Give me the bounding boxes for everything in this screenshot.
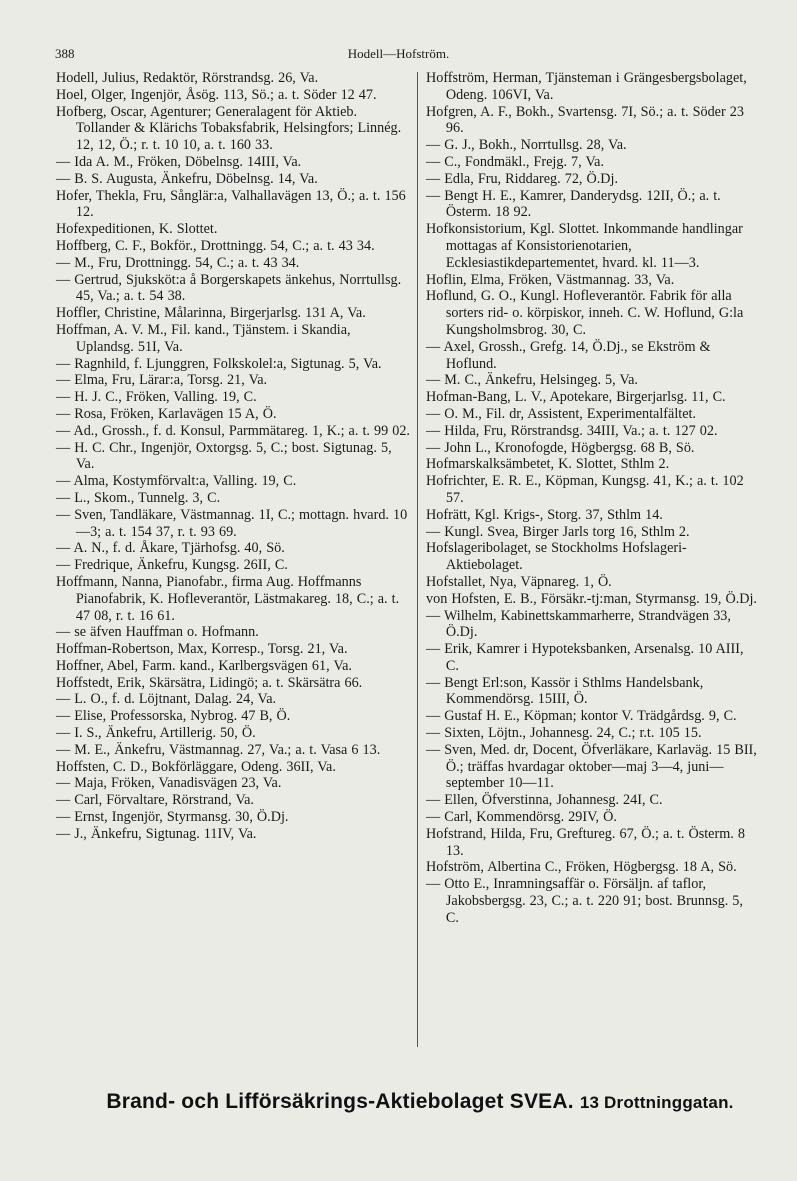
right-column: [426, 70, 758, 927]
directory-entry: — Ragnhild, f. Ljunggren, Folkskolel:a, Sigtunag. 5, Va.: [56, 355, 382, 372]
directory-entry: — M. C., Änkefru, Helsingeg. 5, Va.: [426, 372, 638, 389]
column-divider: [417, 72, 418, 1047]
directory-entry: Hofrichter, E. R. E., Köpman, Kungsg. 41, K.; a. t. 102 57.: [426, 473, 744, 506]
directory-entry: Hoffstedt, Erik, Skärsätra, Lidingö; a. t. Skärsätra 66.: [56, 674, 363, 691]
advertisement-address: 13 Drottninggatan.: [579, 1093, 734, 1112]
directory-entry: — Erik, Kamrer i Hypoteksbanken, Arsenalsg. 10 AIII, C.: [426, 641, 744, 674]
directory-entry: — H. J. C., Fröken, Valling. 19, C.: [56, 389, 257, 406]
directory-entry: — M. E., Änkefru, Västmannag. 27, Va.; a. t. Vasa 6 13.: [56, 741, 381, 758]
directory-entry: Hofstallet, Nya, Väpnareg. 1, Ö.: [426, 573, 612, 590]
directory-entry: — A. N., f. d. Åkare, Tjärhofsg. 40, Sö.: [56, 540, 285, 557]
directory-entry: Hofberg, Oscar, Agenturer; Generalagent för Aktieb. Tollander & Klärichs Tobaksfabrik, Helsingfors; Linnég. 12, 12, Ö.; r. t. 10 10, a. t. 160 33.: [56, 103, 402, 154]
directory-entry: — Bengt H. E., Kamrer, Danderydsg. 12II, Ö.; a. t. Österm. 18 92.: [426, 187, 721, 221]
directory-entry: — O. M., Fil. dr, Assistent, Experimentalfältet.: [426, 405, 696, 422]
directory-entry: — G. J., Bokh., Norrtullsg. 28, Va.: [426, 137, 627, 154]
directory-entry: — se äfven Hauffman o. Hofmann.: [56, 624, 259, 641]
directory-entry: Hofström, Albertina C., Fröken, Högbergsg. 18 A, Sö.: [426, 859, 737, 876]
directory-entry: — Rosa, Fröken, Karlavägen 15 A, Ö.: [56, 405, 277, 422]
directory-entry: von Hofsten, E. B., Försäkr.-tj:man, Styrmansg. 19, Ö.Dj.: [426, 590, 757, 607]
directory-entry: Hoflund, G. O., Kungl. Hofleverantör. Fabrik för alla sorters rid- o. körpiskor, inneh. C. W. Hoflund, G:la Kungsholmsbrog. 30, C.: [426, 288, 744, 338]
directory-entry: — Gustaf H. E., Köpman; kontor V. Trädgårdsg. 9, C.: [426, 708, 737, 725]
left-column: [56, 70, 411, 843]
directory-entry: — Kungl. Svea, Birger Jarls torg 16, Sthlm 2.: [426, 523, 690, 540]
directory-entry: — Gertrud, Sjuksköt:a å Borgerskapets änkehus, Norrtullsg. 45, Va.; a. t. 54 38.: [56, 271, 402, 305]
directory-entry: — Ida A. M., Fröken, Döbelnsg. 14III, Va.: [56, 153, 302, 170]
directory-entry: — Sven, Med. dr, Docent, Öfverläkare, Karlaväg. 15 BII, Ö.; träffas hvardagar oktober—maj 3—4, juni—september 10—11.: [426, 741, 757, 792]
directory-entry: — Axel, Grossh., Grefg. 14, Ö.Dj., se Ekström & Hoflund.: [426, 338, 711, 372]
directory-entry: — H. C. Chr., Ingenjör, Oxtorgsg. 5, C.; bost. Sigtunag. 5, Va.: [56, 439, 392, 473]
directory-entry: Hofkonsistorium, Kgl. Slottet. Inkommande handlingar mottagas af Konsistorienotarien, Ecklesiastikdepartementet, hvard. kl. 11—3.: [426, 221, 743, 271]
directory-entry: — M., Fru, Drottningg. 54, C.; a. t. 43 34.: [56, 254, 300, 271]
directory-entry: — L. O., f. d. Löjtnant, Dalag. 24, Va.: [56, 691, 277, 708]
directory-entry: Hoffström, Herman, Tjänsteman i Grängesbergsbolaget, Odeng. 106VI, Va.: [426, 70, 747, 103]
directory-entry: — L., Skom., Tunnelg. 3, C.: [56, 489, 221, 506]
directory-entry: — Hilda, Fru, Rörstrandsg. 34III, Va.; a. t. 127 02.: [426, 422, 718, 439]
directory-entry: Hodell, Julius, Redaktör, Rörstrandsg. 26, Va.: [56, 70, 319, 86]
directory-entry: — B. S. Augusta, Änkefru, Döbelnsg. 14, Va.: [56, 170, 318, 187]
directory-entry: Hofer, Thekla, Fru, Sånglär:a, Valhallavägen 13, Ö.; a. t. 156 12.: [56, 187, 406, 221]
directory-entry: — John L., Kronofogde, Högbergsg. 68 B, Sö.: [426, 439, 695, 456]
directory-entry: Hofgren, A. F., Bokh., Svartensg. 7I, Sö.; a. t. Söder 23 96.: [426, 103, 744, 137]
advertisement-banner: [90, 1090, 750, 1114]
advertisement-text: Brand- och Lifförsäkrings-Aktiebolaget SVEA.: [106, 1090, 574, 1113]
directory-entry: Hofrätt, Kgl. Krigs-, Storg. 37, Sthlm 14.: [426, 506, 663, 523]
directory-entry: Hoflin, Elma, Fröken, Västmannag. 33, Va.: [426, 271, 675, 288]
directory-entry: Hofmarskalksämbetet, K. Slottet, Sthlm 2.: [426, 456, 670, 473]
directory-entry: Hoel, Olger, Ingenjör, Åsög. 113, Sö.; a. t. Söder 12 47.: [56, 86, 377, 103]
directory-entry: Hoffmann, Nanna, Pianofabr., firma Aug. Hoffmanns Pianofabrik, K. Hofleverantör, Lästmakareg. 18, C.; a. t. 47 08, r. t. 16 61.: [56, 573, 400, 624]
directory-entry: — Carl, Förvaltare, Rörstrand, Va.: [56, 792, 254, 809]
directory-entry: Hofslageribolaget, se Stockholms Hofslageri-Aktiebolaget.: [426, 540, 687, 574]
directory-entry: — Sven, Tandläkare, Västmannag. 1I, C.; mottagn. hvard. 10—3; a. t. 154 37, r. t. 93 69.: [56, 506, 408, 540]
directory-entry: — C., Fondmäkl., Frejg. 7, Va.: [426, 153, 605, 170]
directory-entry: Hoffsten, C. D., Bokförläggare, Odeng. 36II, Va.: [56, 758, 336, 775]
directory-entry: Hoffman, A. V. M., Fil. kand., Tjänstem. i Skandia, Uplandsg. 51I, Va.: [56, 321, 351, 355]
directory-entry: Hoffler, Christine, Målarinna, Birgerjarlsg. 131 A, Va.: [56, 305, 366, 322]
directory-entry: — Ernst, Ingenjör, Styrmansg. 30, Ö.Dj.: [56, 809, 289, 826]
directory-entry: Hoffberg, C. F., Bokför., Drottningg. 54, C.; a. t. 43 34.: [56, 237, 375, 254]
directory-entry: — Alma, Kostymförvalt:a, Valling. 19, C.: [56, 473, 297, 490]
directory-entry: Hoffner, Abel, Farm. kand., Karlbergsvägen 61, Va.: [56, 657, 352, 674]
directory-entry: — Sixten, Löjtn., Johannesg. 24, C.; r.t. 105 15.: [426, 725, 702, 742]
directory-entry: Hoffman-Robertson, Max, Korresp., Torsg. 21, Va.: [56, 641, 348, 658]
directory-entry: — Edla, Fru, Riddareg. 72, Ö.Dj.: [426, 170, 619, 187]
running-head: Hodell—Hofström.: [347, 46, 450, 61]
directory-entry: — Elise, Professorska, Nybrog. 47 B, Ö.: [56, 708, 291, 725]
directory-entry: — Wilhelm, Kabinettskammarherre, Strandvägen 33, Ö.Dj.: [426, 607, 731, 641]
directory-entry: — Ellen, Öfverstinna, Johannesg. 24I, C.: [426, 792, 663, 809]
directory-entry: — Maja, Fröken, Vanadisvägen 23, Va.: [56, 775, 282, 792]
directory-entry: Hofstrand, Hilda, Fru, Greftureg. 67, Ö.; a. t. Österm. 8 13.: [426, 825, 745, 859]
directory-entry: Hofexpeditionen, K. Slottet.: [56, 221, 218, 238]
page-number: 388: [55, 46, 75, 61]
directory-entry: — Otto E., Inramningsaffär o. Försäljn. af taflor, Jakobsbergsg. 23, C.; a. t. 220 91; bost. Brunnsg. 5, C.: [426, 876, 743, 926]
directory-entry: — J., Änkefru, Sigtunag. 11IV, Va.: [56, 825, 257, 842]
directory-entry: — Ad., Grossh., f. d. Konsul, Parmmätareg. 1, K.; a. t. 99 02.: [56, 422, 410, 439]
directory-entry: — Bengt Erl:son, Kassör i Sthlms Handelsbank, Kommendörsg. 15III, Ö.: [426, 674, 704, 708]
directory-entry: Hofman-Bang, L. V., Apotekare, Birgerjarlsg. 11, C.: [426, 389, 726, 406]
directory-entry: — I. S., Änkefru, Artillerig. 50, Ö.: [56, 725, 256, 742]
directory-entry: — Fredrique, Änkefru, Kungsg. 26II, C.: [56, 557, 288, 574]
directory-entry: — Carl, Kommendörsg. 29IV, Ö.: [426, 809, 617, 826]
directory-entry: — Elma, Fru, Lärar:a, Torsg. 21, Va.: [56, 372, 268, 389]
